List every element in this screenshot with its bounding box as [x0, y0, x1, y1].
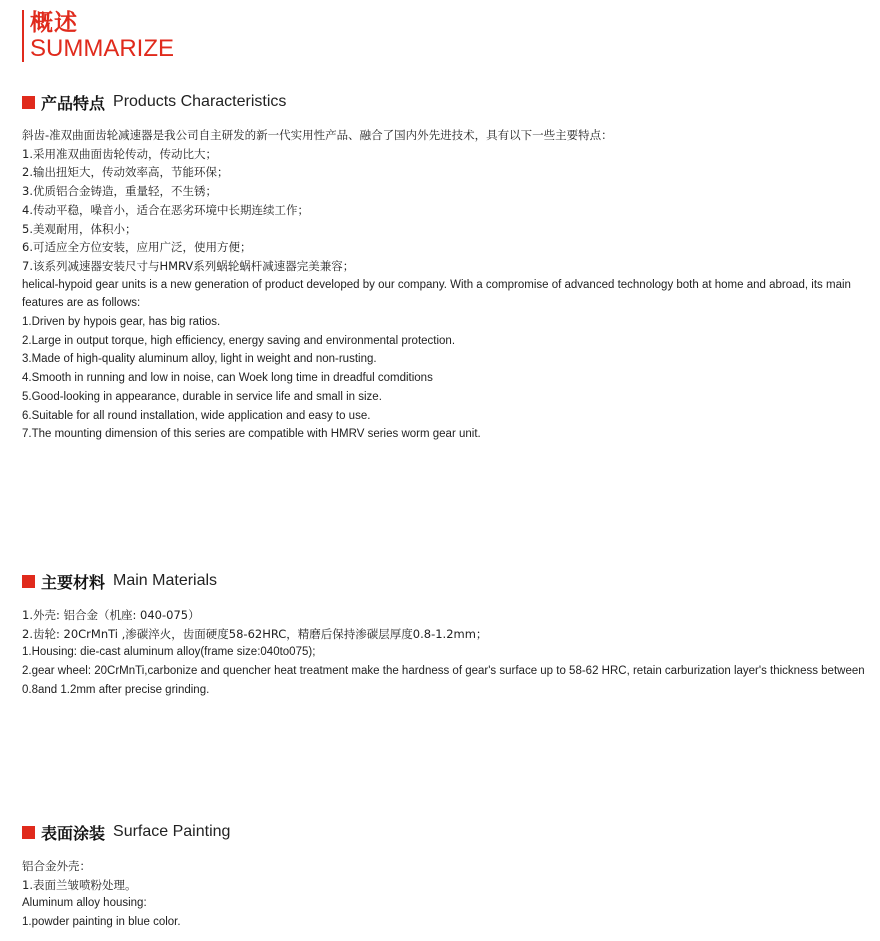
text-line: 6.可适应全方位安装，应用广泛，使用方便；: [22, 240, 252, 255]
section-title-painting: [22, 821, 230, 843]
section-title-cn: 产品特点: [41, 93, 106, 113]
text-line: 1.Driven by hypois gear, has big ratios.: [22, 316, 221, 329]
text-line: 6.Suitable for all round installation, wide application and easy to use.: [22, 409, 371, 422]
text-line: 1.Housing: die-cast aluminum alloy(frame size:040to075);: [22, 646, 316, 659]
red-square-icon: [22, 575, 35, 588]
page-title-en: SUMMARIZE: [30, 35, 174, 62]
painting-text: [22, 857, 868, 932]
text-line: 5.Good-looking in appearance, durable in service life and small in size.: [22, 390, 382, 403]
section-title-characteristics: [22, 91, 286, 113]
text-line: 1.表面兰皱喷粉处理。: [22, 877, 137, 892]
text-line: 3.Made of high-quality aluminum alloy, light in weight and non-rusting.: [22, 353, 377, 366]
characteristics-text: [22, 126, 868, 444]
text-line: 4.传动平稳，噪音小，适合在恶劣环境中长期连续工作；: [22, 202, 309, 217]
section-title-en: Main Materials: [113, 572, 218, 589]
text-line: 斜齿-准双曲面齿轮减速器是我公司自主研发的新一代实用性产品、融合了国内外先进技术，具有以下一些主要特点：: [22, 128, 613, 142]
text-line: helical-hypoid gear units is a new generation of product developed by our company. With a compromise of advanced technology both at home and abroad, its main features are as follows:: [22, 278, 851, 310]
text-line: 1.外壳: 铝合金（机座: 040-075）: [22, 608, 200, 622]
section-title-cn: 表面涂装: [41, 823, 106, 843]
text-line: 3.优质铝合金铸造，重量轻，不生锈；: [22, 184, 217, 199]
text-line: 1.powder painting in blue color.: [22, 916, 181, 929]
text-line: 2.输出扭矩大，传动效率高，节能环保；: [22, 165, 229, 180]
text-line: 7.该系列减速器安装尺寸与HMRV系列蜗轮蜗杆减速器完美兼容；: [22, 258, 355, 273]
text-line: 4.Smooth in running and low in noise, can Woek long time in dreadful comditions: [22, 372, 433, 385]
red-square-icon: [22, 96, 35, 109]
page-header: [22, 10, 174, 62]
section-title-en: Surface Painting: [113, 823, 231, 840]
text-line: 5.美观耐用，体积小；: [22, 221, 137, 236]
text-line: 铝合金外壳：: [22, 859, 91, 873]
materials-text: [22, 606, 868, 700]
section-title-cn: 主要材料: [41, 572, 106, 592]
section-title-en: Products Characteristics: [113, 93, 287, 110]
text-line: 2.齿轮: 20CrMnTi ,渗碳淬火，齿面硬度58-62HRC，精磨后保持渗碳层厚度0.8-1.2mm；: [22, 626, 488, 641]
text-line: 1.采用准双曲面齿轮传动，传动比大；: [22, 146, 217, 161]
section-title-materials: [22, 570, 217, 592]
page-title-cn: 概述: [30, 10, 78, 36]
text-line: 7.The mounting dimension of this series are compatible with HMRV series worm gear unit.: [22, 428, 481, 441]
text-line: 2.Large in output torque, high efficiency, energy saving and environmental protection.: [22, 334, 456, 347]
text-line: 2.gear wheel: 20CrMnTi,carbonize and quencher heat treatment make the hardness of gear's surface up to 58-62 HRC, retain carburization layer's thickness between 0.8and 1.2mm after precise grinding.: [22, 665, 865, 696]
red-square-icon: [22, 826, 35, 839]
text-line: Aluminum alloy housing:: [22, 897, 147, 910]
